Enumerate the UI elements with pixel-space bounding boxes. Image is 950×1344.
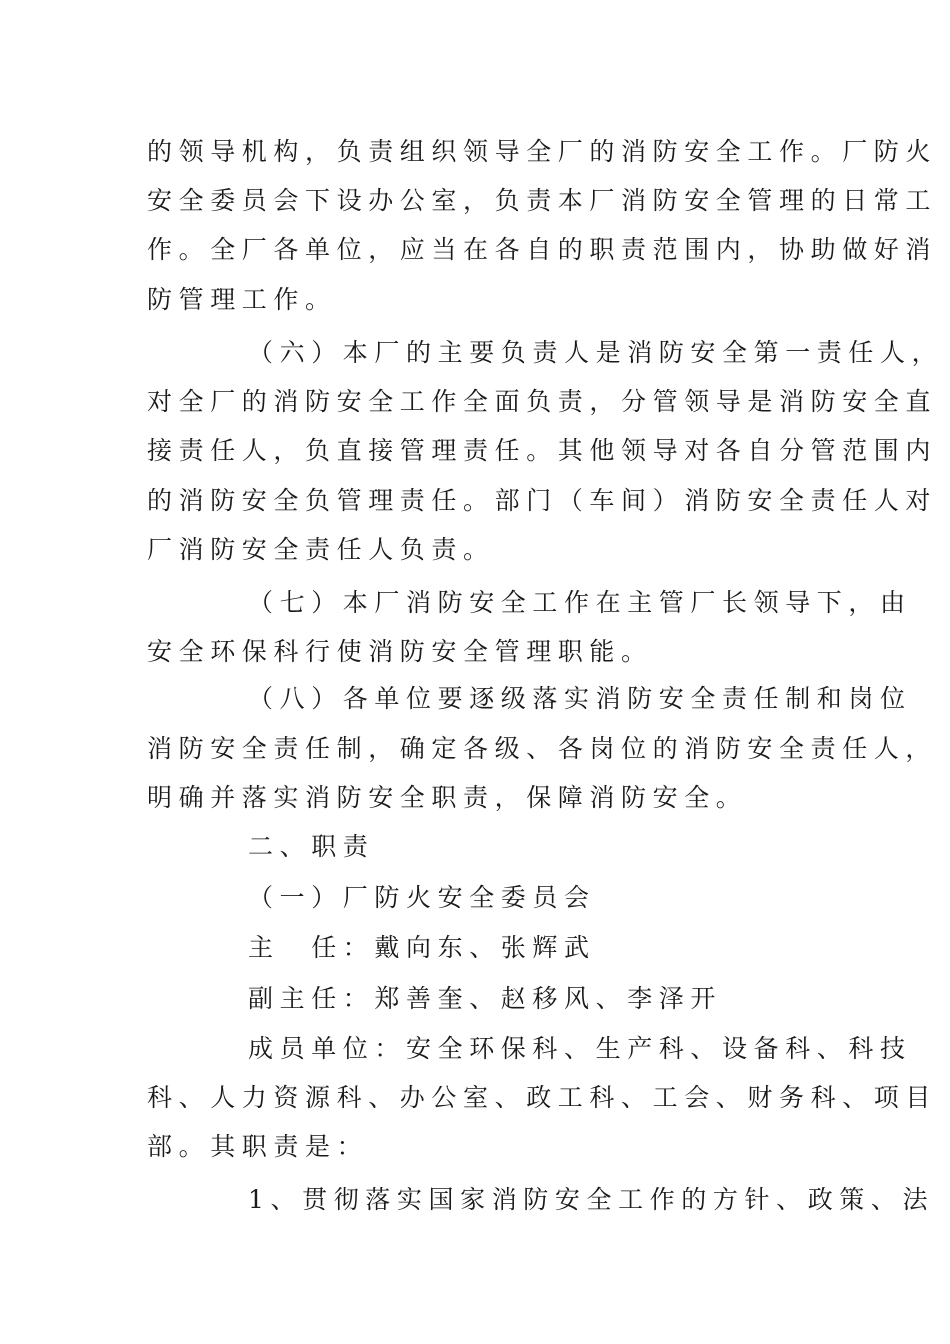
text-line: 科、人力资源科、办公室、政工科、工会、财务科、项目 [147,1083,938,1112]
text-line: 消防安全责任制，确定各级、各岗位的消防安全责任人， [147,734,938,763]
text-line: 防管理工作。 [147,285,337,314]
text-line: 接责任人，负直接管理责任。其他领导对各自分管范围内 [147,436,938,465]
text-line: 明确并落实消防安全职责，保障消防安全。 [147,783,748,812]
numbered-item: 1、贯彻落实国家消防安全工作的方针、政策、法 [248,1185,935,1214]
director-line: 主 任：戴向东、张辉武 [248,933,596,962]
text-line: 作。全厂各单位，应当在各自的职责范围内，协助做好消 [147,235,938,264]
subsection-heading: （一）厂防火安全委员会 [248,883,596,912]
text-line: 对全厂的消防安全工作全面负责，分管领导是消防安全直 [147,387,938,416]
text-line: 的消防安全负管理责任。部门（车间）消防安全责任人对 [147,486,938,515]
paragraph-seven-start: （七）本厂消防安全工作在主管厂长领导下，由 [248,588,912,617]
text-line: 部。其职责是： [147,1132,369,1161]
text-line: 厂消防安全责任人负责。 [147,535,495,564]
section-heading: 二、职责 [248,832,375,861]
text-line: 安全环保科行使消防安全管理职能。 [147,637,653,666]
member-units-line: 成员单位：安全环保科、生产科、设备科、科技 [248,1034,912,1063]
text-line: 的领导机构，负责组织领导全厂的消防安全工作。厂防火 [147,137,938,166]
paragraph-eight-start: （八）各单位要逐级落实消防安全责任制和岗位 [248,684,912,713]
text-line: 安全委员会下设办公室，负责本厂消防安全管理的日常工 [147,186,938,215]
deputy-director-line: 副主任：郑善奎、赵移风、李泽开 [248,984,723,1013]
paragraph-six-start: （六）本厂的主要负责人是消防安全第一责任人， [248,338,944,367]
